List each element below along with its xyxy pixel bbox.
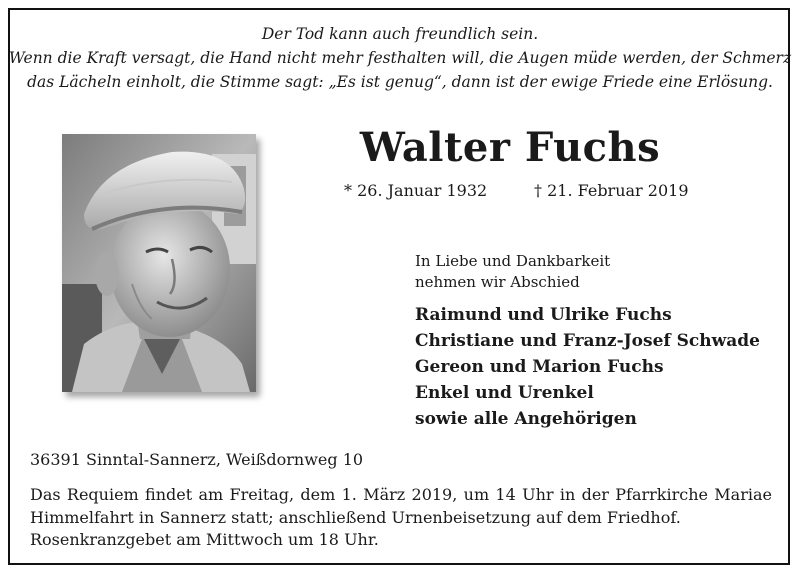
requiem-line: Himmelfahrt in Sannerz statt; anschließend Urnenbeisetzung auf dem Friedhof. <box>30 507 681 527</box>
farewell-line: nehmen wir Abschied <box>415 273 580 291</box>
address: 36391 Sinntal-Sannerz, Weißdornweg 10 <box>30 450 364 469</box>
mourner: Enkel und Urenkel <box>415 383 594 403</box>
farewell-text <box>415 251 610 293</box>
motto-line: das Lächeln einholt, die Stimme sagt: „Es ist genug“, dann ist der ewige Friede eine Erlösung. <box>27 73 773 91</box>
portrait-photo <box>62 134 256 392</box>
farewell-line: In Liebe und Dankbarkeit <box>415 252 611 270</box>
mourner: Christiane und Franz-Josef Schwade <box>415 331 760 351</box>
motto-line: Der Tod kann auch freundlich sein. <box>261 25 539 43</box>
deceased-name: Walter Fuchs <box>359 124 661 171</box>
birth-date: * 26. Januar 1932 <box>344 181 488 200</box>
mourner: sowie alle Angehörigen <box>415 409 637 429</box>
requiem-line: Rosenkranzgebet am Mittwoch um 18 Uhr. <box>30 530 379 549</box>
requiem-info <box>30 484 772 552</box>
death-date: † 21. Februar 2019 <box>534 181 689 200</box>
motto <box>0 22 800 94</box>
mourners-list <box>415 302 760 432</box>
requiem-line: Das Requiem findet am Freitag, dem 1. März 2019, um 14 Uhr in der Pfarrkirche Mariae <box>30 485 772 504</box>
motto-line: Wenn die Kraft versagt, die Hand nicht mehr festhalten will, die Augen müde werden, der Schmerz <box>8 49 792 67</box>
mourner: Gereon und Marion Fuchs <box>415 357 664 377</box>
mourner: Raimund und Ulrike Fuchs <box>415 305 672 325</box>
